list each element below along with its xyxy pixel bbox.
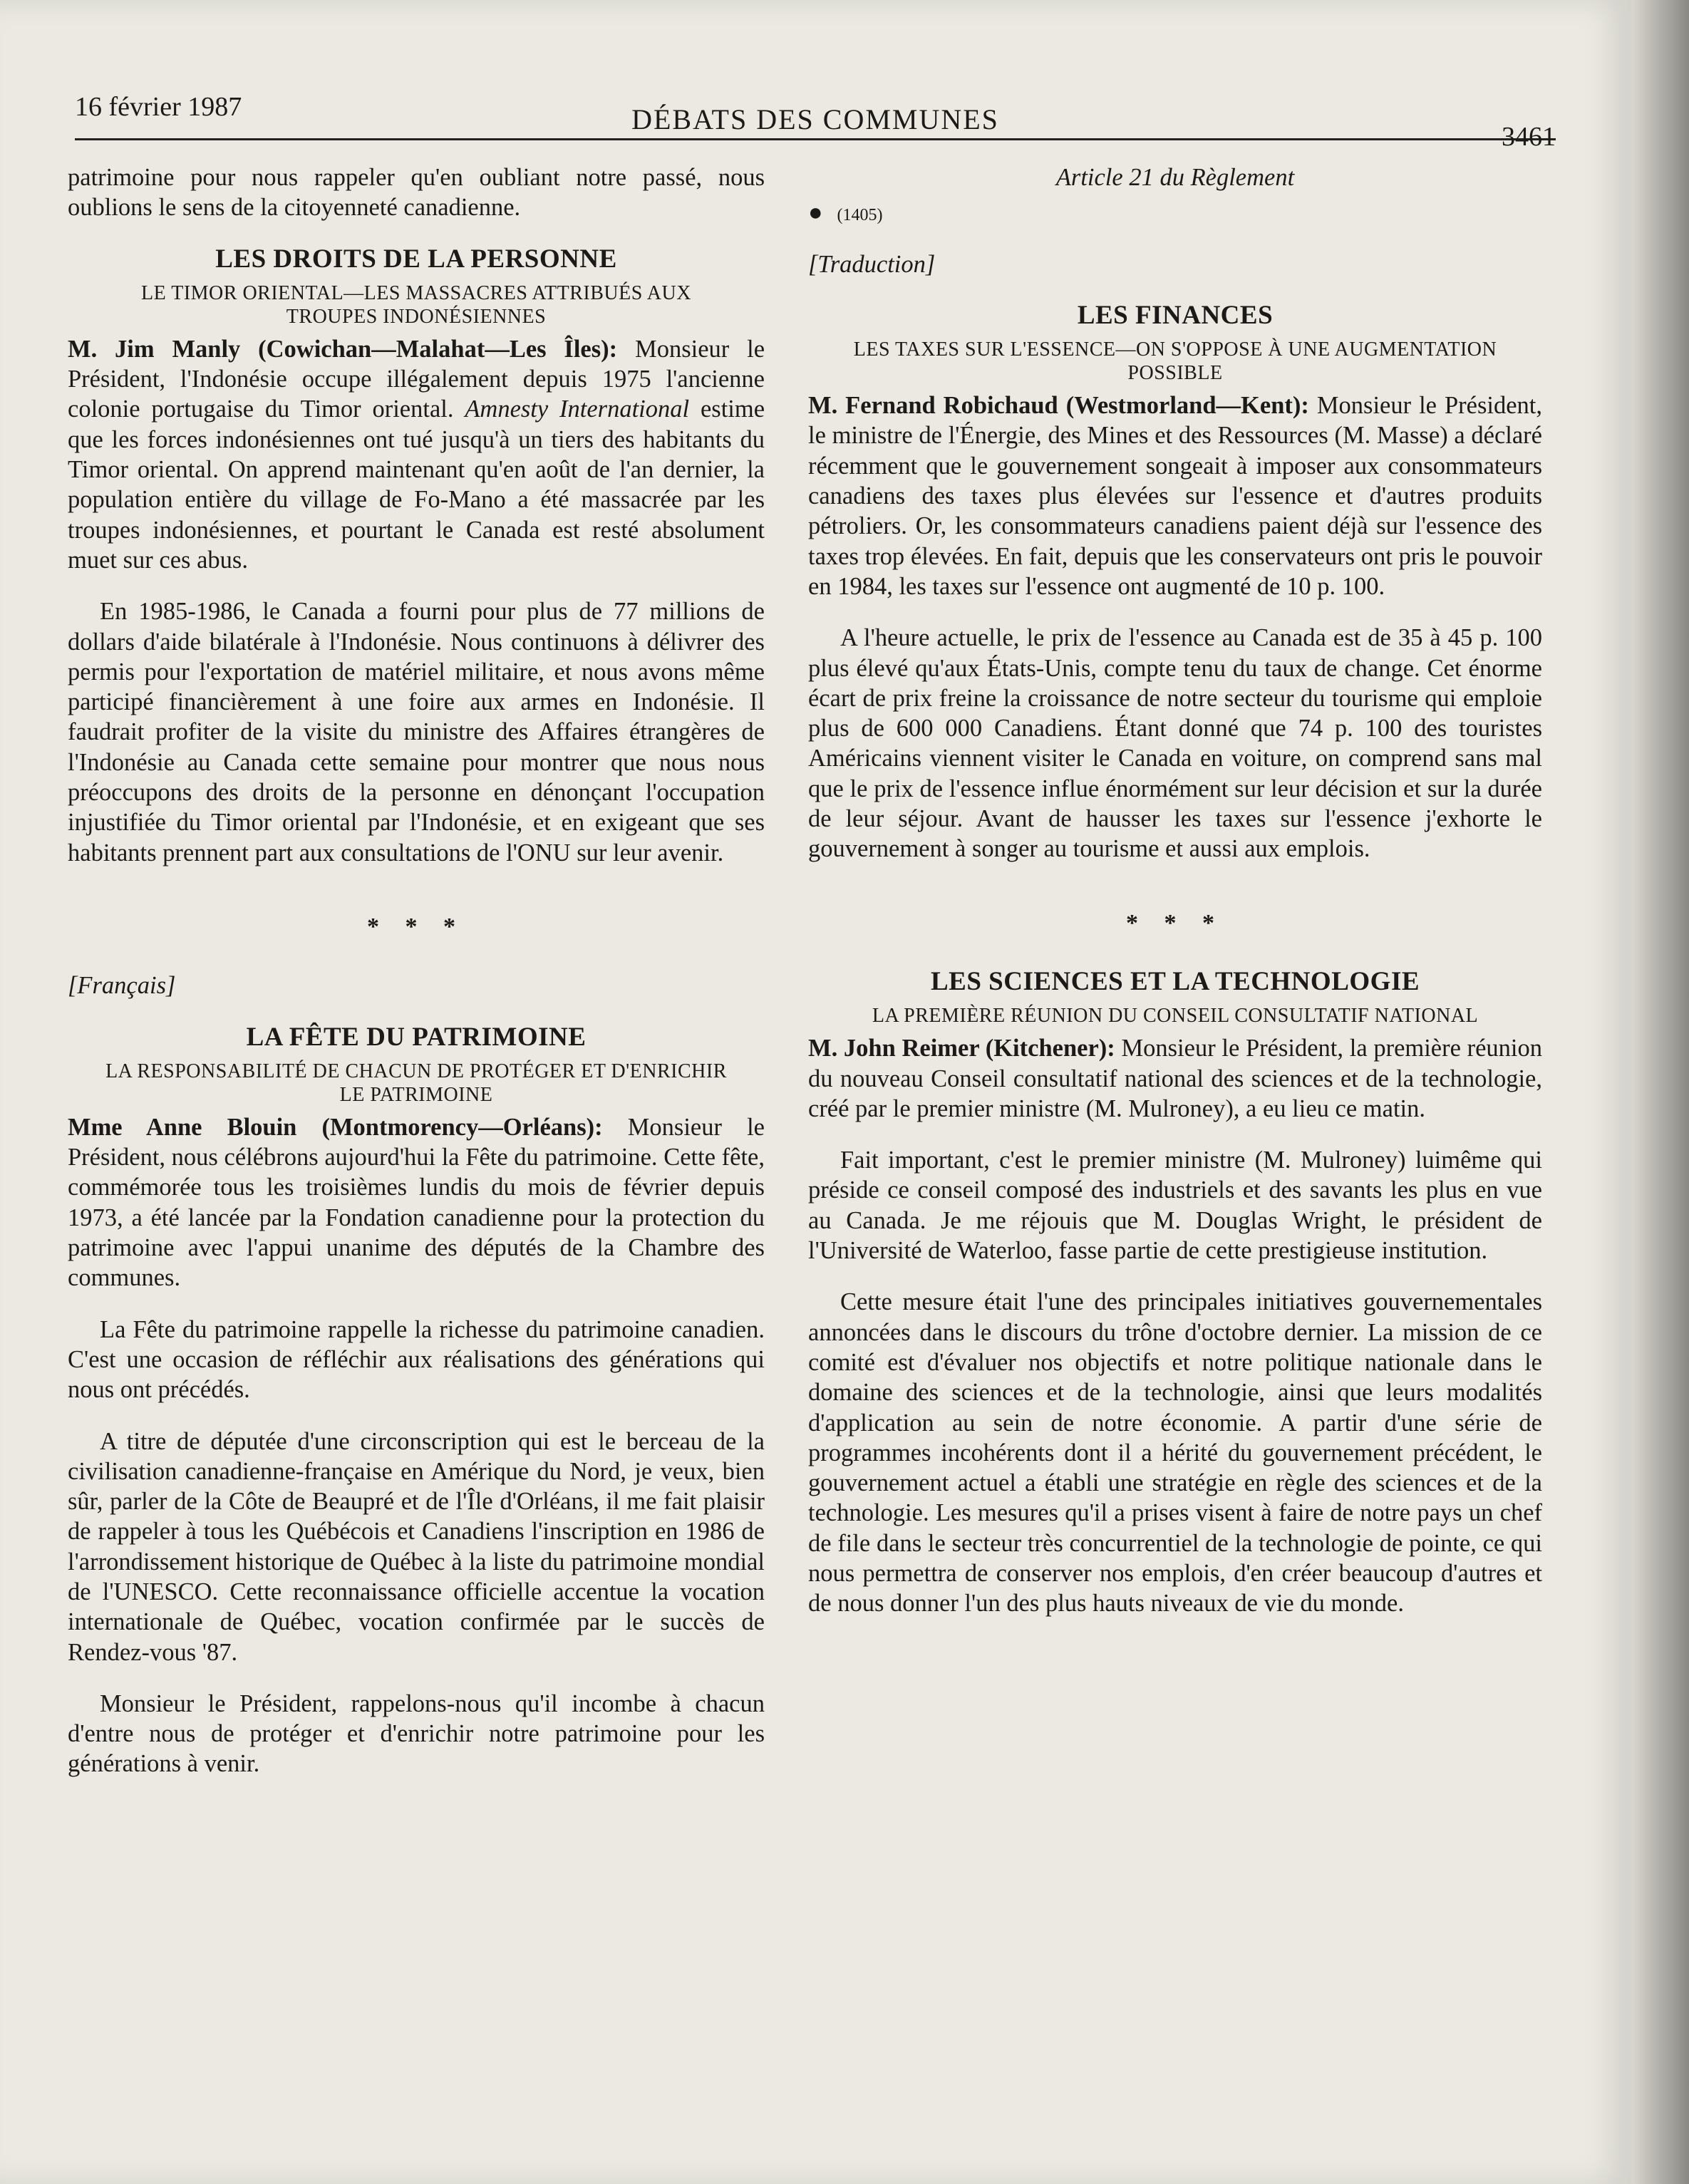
book-edge (1632, 0, 1689, 2184)
paragraph-gap (808, 601, 1542, 623)
statement-text: estime que les forces indonésiennes ont tué jusqu'à un tiers des habitants du Timor oriental. On apprend maintenant qu'en août de l'an dernier, la population entière du village de Fo-Mano a été massacrée par les troupes indonésiennes, et pourtant le Canada est resté absolument muet sur ces abus. (68, 395, 765, 574)
header-title: DÉBATS DES COMMUNES (631, 103, 999, 135)
language-marker: [Traduction] (808, 250, 936, 278)
time-marker (808, 198, 1542, 230)
statement-text: Monsieur le Président, la première réunion du nouveau Conseil consultatif national des sciences et de la technologie, créé par le premier ministre (M. Mulroney), a eu lieu ce matin. (808, 1035, 1543, 1122)
section-subtitle-taxes: LES TAXES SUR L'ESSENCE—ON S'OPPOSE À UNE AUGMENTATION POSSIBLE (853, 338, 1497, 385)
statement-text: Monsieur le Président, nous célébrons aujourd'hui la Fête du patrimoine. Cette fête, commémorée tous les troisièmes lundis du mois de février depuis 1973, a été lancée par la Fondation canadienne pour la protection du patrimoine avec l'appui unanime des députés de la Chambre des communes. (68, 1113, 765, 1292)
right-column (808, 162, 1542, 1619)
body-paragraph: En 1985-1986, le Canada a fourni pour plus de 77 millions de dollars d'aide bilatérale à l'Indonésie. Nous continuons à délivrer des permis pour l'exportation de matériel militaire, et nous avons même participé financièrement à une foire aux armes en Indonésie. Il faudrait profiter de la visite du ministre des Affaires étrangères de l'Indonésie au Canada cette semaine pour montrer que nous nous préoccupons des droits de la personne en dénonçant l'occupation injustifiée du Timor oriental par l'Indonésie, et en exigeant que ses habitants prennent part aux consultations de l'ONU sur leur avenir. (68, 598, 765, 866)
language-marker: [Français] (68, 972, 176, 1000)
body-paragraph: A l'heure actuelle, le prix de l'essence au Canada est de 35 à 45 p. 100 plus élevé qu'aux États-Unis, compte tenu du taux de change. Cet énorme écart de prix freine la croissance de notre secteur du tourisme qui emploie plus de 600 000 Canadiens. Étant donné que 74 p. 100 des touristes Américains viennent visiter le Canada en voiture, on comprend sans mal que le prix de l'essence influe énormément sur leur décision et sur la durée de leur séjour. Avant de hausser les taxes sur l'essence j'exhorte le gouvernement à songer au tourisme et aussi aux emplois. (808, 624, 1542, 863)
bullet-icon: ● (808, 200, 823, 227)
statement-paragraph (68, 1112, 765, 1293)
paragraph-gap (808, 1266, 1542, 1287)
body-paragraph: Cette mesure était l'une des principales initiatives gouvernementales annoncées dans le discours du trône d'octobre dernier. La mission de ce comité est d'évaluer nos objectifs et notre politique nationale dans le domaine des sciences et de la technologie, ainsi que leurs modalités d'application au sein de notre économie. A partir d'une série de programmes incohérents dont il a hérité du gouvernement précédent, le gouvernement actuel a établi une stratégie en règle des sciences et de la technologie. Les mesures qu'il a prises visent à faire de notre pays un chef de file dans le secteur très concurrentiel de la technologie de pointe, ce qui nous permettra de conserver nos emplois, d'en créer beaucoup d'autres et de nous donner l'un des plus hauts niveaux de vie du monde. (808, 1288, 1542, 1618)
statement-paragraph (808, 1033, 1542, 1124)
section-separator: * * * (367, 913, 465, 940)
body-paragraph: La Fête du patrimoine rappelle la richesse du patrimoine canadien. C'est une occasion de réfléchir aux réalisations des générations qui nous ont précédés. (68, 1315, 765, 1404)
paragraph-gap (68, 1667, 765, 1689)
standing-order-heading: Article 21 du Règlement (1055, 164, 1295, 191)
section-subtitle-patrimoine: LA RESPONSABILITÉ DE CHACUN DE PROTÉGER ET D'ENRICHIR LE PATRIMOINE (105, 1060, 727, 1106)
section-title-finances: LES FINANCES (1077, 300, 1274, 330)
page-header (75, 87, 1556, 152)
page-number: 3461 (1502, 122, 1556, 152)
speaker-name: Mme Anne Blouin (Montmorency—Orléans): (68, 1113, 603, 1141)
speaker-name: M. John Reimer (Kitchener): (808, 1035, 1115, 1062)
continuation-paragraph: patrimoine pour nous rappeler qu'en oubliant notre passé, nous oublions le sens de la citoyenneté canadienne. (68, 164, 765, 222)
body-paragraph: Fait important, c'est le premier ministre (M. Mulroney) luimême qui préside ce conseil composé des industriels et des savants les plus en vue au Canada. Je me réjouis que M. Douglas Wright, le président de l'Université de Waterloo, fasse partie de cette prestigieuse institution. (808, 1147, 1542, 1265)
section-separator: * * * (1126, 909, 1224, 936)
paragraph-gap (68, 575, 765, 596)
time-marker-text: (1405) (837, 206, 883, 225)
statement-paragraph (808, 390, 1542, 601)
header-date: 16 février 1987 (75, 92, 242, 122)
section-subtitle-timor: LE TIMOR ORIENTAL—LES MASSACRES ATTRIBUÉS AUX TROUPES INDONÉSIENNES (141, 281, 691, 328)
section-subtitle-conseil: LA PREMIÈRE RÉUNION DU CONSEIL CONSULTATIF NATIONAL (872, 1005, 1479, 1028)
paragraph-gap (68, 1405, 765, 1427)
paragraph-gap (808, 1124, 1542, 1145)
body-paragraph: A titre de députée d'une circonscription qui est le berceau de la civilisation canadienne-française en Amérique du Nord, je veux, bien sûr, parler de la Côte de Beaupré et de l'Île d'Orléans, il me fait plaisir de rappeler à tous les Québécois et Canadiens l'inscription en 1986 de l'arrondissement historique de Québec à la liste du patrimoine mondial de l'UNESCO. Cette reconnaissance officielle accentue la vocation internationale de Québec, vocation confirmée par le succès de Rendez-vous '87. (68, 1427, 765, 1666)
speaker-name: M. Jim Manly (Cowichan—Malahat—Les Îles): (68, 335, 618, 363)
statement-paragraph (68, 334, 765, 575)
body-paragraph: Monsieur le Président, rappelons-nous qu'il incombe à chacun d'entre nous de protéger et d'enrichir notre patrimoine pour les générations à venir. (68, 1689, 765, 1778)
statement-text: Monsieur le Président, le ministre de l'Énergie, des Mines et des Ressources (M. Masse) a déclaré récemment que le gouvernement songeait à imposer aux consommateurs canadiens des taxes plus élevées sur l'essence et d'autres produits pétroliers. Or, les consommateurs canadiens paient déjà sur l'essence des taxes trop élevées. En fait, depuis que les conservateurs ont pris le pouvoir en 1984, les taxes sur l'essence ont augmenté de 10 p. 100. (808, 392, 1542, 600)
statement-italic-text: Amnesty International (465, 395, 690, 423)
section-title-patrimoine: LA FÊTE DU PATRIMOINE (246, 1022, 587, 1052)
section-title-sciences: LES SCIENCES ET LA TECHNOLOGIE (930, 966, 1420, 996)
paragraph-gap (68, 1293, 765, 1315)
statement-text: Monsieur le Président, l'Indonésie occupe illégalement depuis 1975 l'ancienne colonie portugaise du Timor oriental. (68, 335, 765, 423)
speaker-name: M. Fernand Robichaud (Westmorland—Kent): (808, 392, 1309, 420)
section-title-droits: LES DROITS DE LA PERSONNE (215, 244, 617, 274)
left-column (68, 162, 765, 1779)
